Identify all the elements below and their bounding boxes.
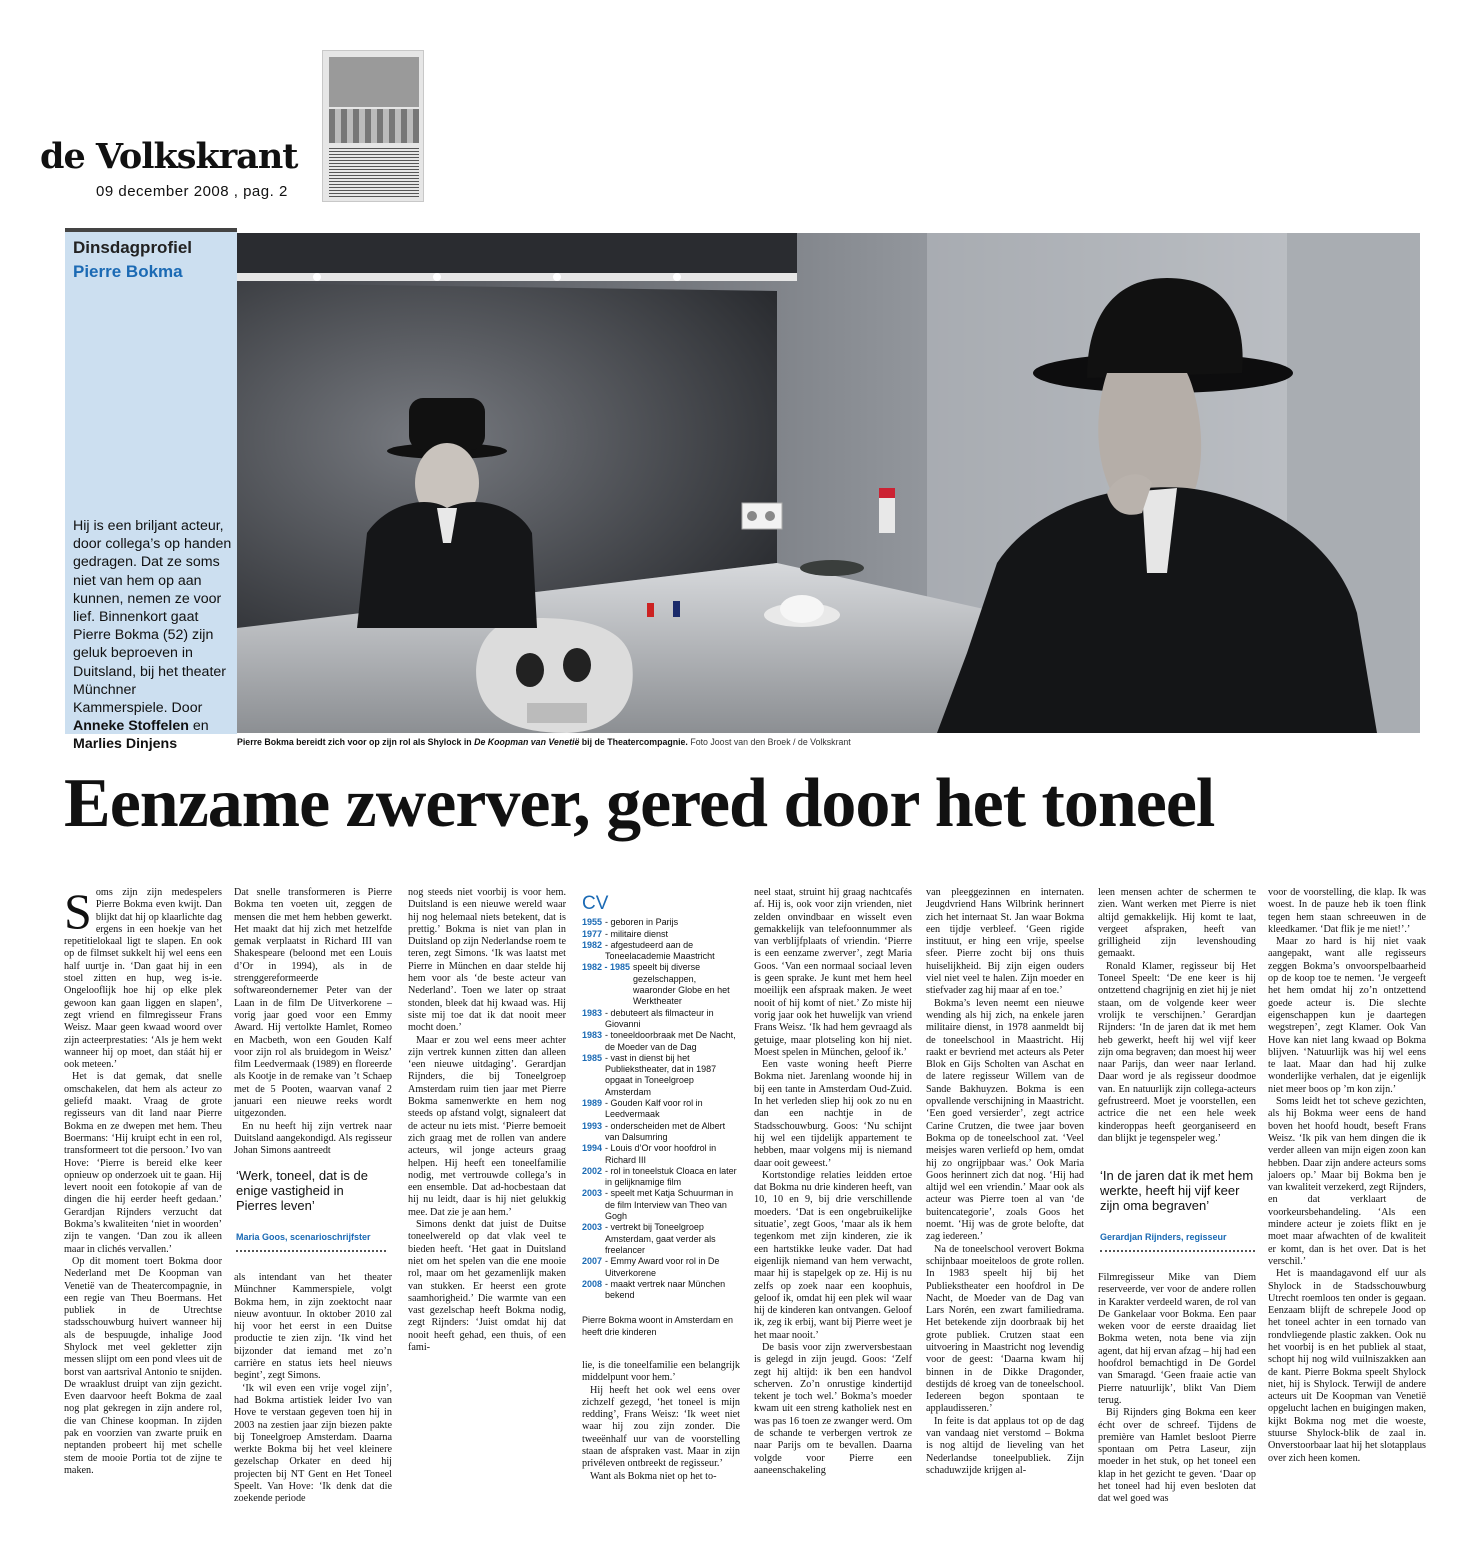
cv-text: - onderscheiden met de Albert van Dalsumring: [605, 1120, 726, 1142]
masthead-logo: de Volkskrant: [40, 136, 298, 177]
cv-text: - maakt vertrek naar München bekend: [605, 1278, 726, 1301]
pull-quote-1: ‘Werk, toneel, dat is de enige vastigheid in Pierres leven’: [236, 1168, 368, 1213]
cv-item: [582, 1166, 737, 1189]
thumbnail-photo: [329, 57, 419, 107]
cv-text: - debuteert als filmacteur in Giovanni: [605, 1007, 714, 1029]
paragraph: In feite is dat applaus tot op de dag van vandaag niet verstomd – Bokma is nog altijd de lieveling van het Nederlandse toneelpubliek. Zijn schaduwzijde krijgen al-: [926, 1415, 1084, 1476]
article-column-2: [234, 887, 392, 1158]
cv-item: [582, 929, 737, 940]
cv-text: - afgestudeerd aan de Toneelacademie Maastricht: [605, 939, 715, 962]
thumbnail-text: [329, 147, 419, 197]
cv-text: - rol in toneelstuk Cloaca en later in gelijknamige film: [605, 1165, 737, 1188]
paragraph: Maar er zou wel eens meer achter zijn vertrek kunnen zitten dan alleen ‘een nieuwe uitdaging’. Gerardjan Rijnders, die bij Toneelgroep Amsterdam ruim tien jaar met Pierre Bokma samenwerkte en hem nog steeds op afstand volgt, signaleert dat de acteur nu iets mist. ‘Pierre bemoeit zich graag met de rollen van andere acteurs, wil jonge acteurs graag helpen. Hij heeft een toneelfamilie nodig, met vertrouwde collega’s in een ensemble. Dat ad-hocbestaan dat hij nu leidt, daar is hij niet gelukkig mee. Dat zie je aan hem.’: [408, 1034, 566, 1218]
cv-year: 1989: [582, 1098, 603, 1109]
cv-text: - toneeldoorbraak met De Nacht, de Moeder van de Dag: [605, 1030, 736, 1052]
paragraph: Een vaste woning heeft Pierre Bokma niet. Jarenlang woonde hij in bij een tante in Amsterdam Oud-Zuid. In het verleden sliep hij ook zo nu en dan een nachtje in de Stadsschouwburg. Goos: ‘Nu schijnt hij wel een tijdelijk appartement te hebben, maar volgens mij is niemand daar ooit geweest.’: [754, 1059, 912, 1169]
paragraph: ‘Ik wil even een vrije vogel zijn’, had Bokma artistiek leider Ivo van Hove te verstaan gegeven toen hij in 2003 na zestien jaar zijn biezen pakte bij Toneelgroep Amsterdam. Daarna werkte Bokma bij het veel kleinere gezelschap Orkater en deed hij projecten bij NT Gent en Het Toneel Speelt. Van Hove: ‘Ik denk dat die zoekende periode: [234, 1382, 392, 1505]
pull-quote-1-source: Maria Goos, scenarioschrijfster: [236, 1232, 371, 1242]
cv-year: 1955: [582, 917, 603, 928]
cv-year: 1982: [582, 939, 603, 950]
paragraph: oms zijn zijn medespelers Pierre Bokma even kwijt. Dan blijkt dat hij op klaarlichte dag ergens in een hoekje van het repetitielokaal ligt te slapen. En ook op de filmset sukkelt hij wel eens een half uurtje in. ‘Dan gaat hij in een stoel zitten en hup, weg is-ie. Ongelooflijk hoe hij op elke plek gewoon kan gaan liggen en slapen’, zegt vriend en filmregisseur Frans Weisz. Maar geen kwaad woord over zijn acteerprestaties: ‘Als je hem wekt wanneer hij op moet, dan stáát hij er ook meteen.’: [64, 887, 222, 1071]
cv-item: [582, 917, 737, 928]
cv-text: - militaire dienst: [605, 928, 669, 939]
paragraph: Want als Bokma niet op het to-: [590, 1470, 717, 1482]
article-column-4: [582, 1360, 740, 1483]
cv-text: - Gouden Kalf voor rol in Leedvermaak: [605, 1098, 703, 1120]
cv-list: [582, 917, 737, 1301]
quote-divider: [1100, 1250, 1255, 1252]
article-column-2b: [234, 1272, 392, 1506]
cv-item: [582, 940, 737, 963]
paragraph: Het is dat gemak, dat snelle omschakelen, dat hem als acteur zo geliefd maakt. Vraag de grote regisseurs van dit land naar Pierre Bokma en ze dwepen met hem. Theu Boermans: ‘Hij kruipt echt in een rol, transformeert tot die persoon.’ Ivo van Hove: ‘Pierre is bereid elke keer opnieuw op onderzoek uit te gaan. Hij levert nooit een fotokopie af van de dingen die hij eerder heeft gedaan.’ Gerardjan Rijnders verzucht dat Bokma’s kwaliteiten ‘niet in woorden’ zijn te vangen. ‘Dan zou ik alleen maar in clichés vervallen.’: [64, 1071, 222, 1255]
paragraph: Na de toneelschool verovert Bokma schijnbaar moeiteloos de grote rollen. In 1983 speelt hij bij het Publiekstheater een hoofdrol in De Nacht, de Moeder van de Dag van Lars Norén, een zwart familiedrama. Het betekende zijn doorbraak bij het grote publiek. Crutzen staat een uitvoering in Maastricht nog levendig voor de geest: ‘Daarna kwam hij binnen in de Dikke Dragonder, destijds dé kroeg van de toneelschool. Iedereen begon spontaan te applaudisseren.’: [926, 1243, 1084, 1415]
cv-item: [582, 1053, 737, 1098]
photo-credit: Foto Joost van den Broek / de Volkskrant: [690, 737, 851, 747]
headline: Eenzame zwerver, gered door het toneel: [64, 765, 1215, 842]
photo-illustration: [237, 233, 1420, 733]
cv-text: speelt bij diverse gezelschappen, waaronder Globe en het Werktheater: [633, 962, 730, 1007]
cv-year: 2007: [582, 1256, 603, 1267]
cv-year: 1983: [582, 1030, 603, 1041]
caption-title: De Koopman van Venetië: [474, 737, 580, 747]
article-column-5: [754, 887, 912, 1477]
author-1: Anneke Stoffelen: [73, 718, 189, 735]
paragraph: Filmregisseur Mike van Diem reserveerde, ver voor de andere rollen in Karakter verdeeld waren, de rol van De Gankelaar voor Bokma. Een paar weken voor de eerste draaidag liet Bokma weten, nota bene via zijn agent, dat hij ervan afzag – hij had een hoofdrol bemachtigd in De Gordel van Smaragd. ‘Geen fraaie actie van Pierre natuurlijk’, blikt Van Diem terug.: [1098, 1272, 1256, 1406]
cv-year: 2003: [582, 1222, 603, 1233]
paragraph: Soms leidt het tot scheve gezichten, als hij Bokma weer eens de hand boven het hoofd houdt, beseft Frans Weisz. ‘Ik pik van hem dingen die ik verder alleen van mijn eigen zoon kan hebben. Daar zijn andere acteurs soms jaloers op.’ Maar bij Bokma ben je van kwaliteit verzekerd, zegt Rijnders, en dat verklaart de voorkeursbehandeling. ‘Als een mindere acteur je zoiets flikt en je moet maar afwachten of de kwaliteit er komt, dan is het over. Dat is het verschil.’: [1268, 1096, 1426, 1267]
cv-year: 1982 - 1985: [582, 962, 631, 973]
quote-divider: [236, 1250, 386, 1252]
intro-text: [73, 517, 233, 754]
caption-tail: bij de Theatercompagnie.: [579, 737, 688, 747]
cv-year: 2003: [582, 1188, 603, 1199]
paragraph: De basis voor zijn zwerversbestaan is gelegd in zijn jeugd. Goos: ‘Zelf zegt hij altijd: ik ben een handvol scherven. Zo’n onrustige kindertijd tekent je toch wel.’ Bokma’s moeder kwam uit een streng katholiek nest en was pas 16 toen ze zwanger werd. Om de schande te verbergen vertrok ze naar Parijs om te bevallen. Daarna volgde voor Pierre een aaneenschakeling: [754, 1341, 912, 1476]
cv-text: - vertrekt bij Toneelgroep Amsterdam, gaat verder als freelancer: [605, 1222, 716, 1255]
paragraph: voor de voorstelling, die klap. Ik was woest. In de pauze heb ik toen flink tegen hem staan schreeuwen in de kleedkamer. ‘Dat flik je me niet!’.’: [1268, 887, 1426, 935]
cv-year: 2002: [582, 1165, 603, 1176]
pull-quote-2-source: Gerardjan Rijnders, regisseur: [1100, 1232, 1227, 1242]
photo-caption: [237, 737, 1420, 747]
cv-year: 1977: [582, 928, 603, 939]
cv-item: [582, 1030, 737, 1053]
article-column-1: [64, 883, 222, 1477]
cv-item: [582, 1188, 737, 1222]
intro-body: Hij is een briljant acteur, door collega’s op handen gedragen. Dat ze soms niet van hem op aan kunnen, nemen ze voor lief. Binnenkort gaat Pierre Bokma (52) zijn geluk beproeven in Duitsland, bij het theater Münchner Kammerspiele. Door: [73, 518, 232, 717]
cv-item: [582, 1279, 737, 1302]
cv-item: [582, 1008, 737, 1031]
cv-item: [582, 1256, 737, 1279]
paragraph: Dat snelle transformeren is Pierre Bokma ten voeten uit, zeggen de mensen die met hem hebben gewerkt. Het maakt dat hij zich met hetzelfde gemak verplaatst in Richard III van Shakespeare (beloond met een Louis d’Or in 1994), als in de strenggereformeerde softwareondernemer Peter van der Laan in de film De Uitverkorene – vorig jaar goed voor een Emmy Award. Hij vertolkte Hamlet, Romeo en Macbeth, won een Gouden Kalf voor zijn rol als bruidegom in Weisz’ film Leedvermaak (1989) en floreerde als Kootje in de remake van ’t Schaep met de 5 Pooten, waarvan vanaf 2 januari een nieuwe reeks wordt uitgezonden.: [234, 887, 392, 1120]
paragraph: Hij heeft het ook wel eens over zichzelf gezegd, ‘het toneel is mijn redding’, Frans Weisz: ‘Ik weet niet waar hij zou zijn zonder. Die tweeënhalf uur van de voorstelling staan de afspraken vast. Maar in zijn privéleven ontbreekt de regisseur.’: [582, 1384, 740, 1470]
main-photo: [237, 233, 1420, 733]
drop-cap: S: [64, 883, 92, 939]
article-column-6: [926, 887, 1084, 1477]
paragraph: Simons denkt dat juist de Duitse toneelwereld op dat vlak veel te bieden heeft. ‘Het gaat in Duitsland niet om het spelen van die ene mooie rol, maar om het gezamenlijk maken van stukken. Er heerst een grote saamhorigheid.’ Die warmte van een vast gezelschap heeft Bokma nodig, zegt Rijnders: ‘Juist omdat hij dat nooit heeft gehad, een thuis, of een fami-: [408, 1219, 566, 1353]
cv-year: 1993: [582, 1120, 603, 1131]
cv-box: [582, 893, 737, 1338]
profile-sidebar: [65, 228, 237, 753]
cv-item: [582, 1098, 737, 1121]
page-thumbnail: [322, 50, 424, 202]
cv-text: - vast in dienst bij het Publiekstheater, dat in 1987 opgaat in Toneelgroep Amsterdam: [605, 1052, 717, 1097]
kicker: Dinsdagprofiel: [73, 238, 193, 257]
cv-item: [582, 962, 737, 1007]
cv-footer: Pierre Bokma woont in Amsterdam en heeft drie kinderen: [582, 1315, 734, 1337]
cv-text: - speelt met Katja Schuurman in de film Interview van Theo van Gogh: [605, 1188, 734, 1222]
author-and: en: [192, 718, 209, 735]
paragraph: Het is maandagavond elf uur als Shylock in de Stadsschouwburg Utrecht roemloos ten onder is gegaan. Eenzaam blijft de schrepele Jood op het toneel achter in een tornado van rondvliegende plastic zakken. Ook nu het voorbij is en het publiek al staat, schopt hij nog wild vuilniszakken aan de kant. Pierre Bokma speelt Shylock niet, hij is Shylock. Terwijl de andere acteurs uit De Koopman van Venetië opgelucht lachen en buigingen maken, kijkt Bokma nog met die woeste, stuurse Shylock-blik de zaal in. Onverstoorbaar laat hij het slotapplaus over zich heen komen.: [1268, 1268, 1426, 1464]
paragraph: Ronald Klamer, regisseur bij Het Toneel Speelt: ‘De ene keer is hij ontzettend chagrijnig en ziet hij je niet staan, om de volgende keer weer vrolijk te verschijnen.’ Gerardjan Rijnders: ‘In de jaren dat ik met hem heb gewerkt, heeft hij wel vijf keer zijn oma begraven; dan moest hij weer naar Parijs, dan weer naar Ierland. Daar word je als regisseur doodmoe van. En natuurlijk zijn collega-acteurs gefrustreerd. Moet je voorstellen, een actrice die net een hele week kinderoppas heeft georganiseerd en dan blijkt je tegenspeler weg.’: [1098, 960, 1256, 1144]
paragraph: nog steeds niet voorbij is voor hem. Duitsland is een nieuwe wereld waar hij nog helemaal niets betekent, dat is prettig.’ Bokma is niet van plan in Duitsland op zijn Nederlandse roem te teren, zegt Simons. ‘Ik was laatst met Pierre in München en daar stelde hij hem voor als ‘de beste acteur van Nederland’. Toen we later op straat stonden, bleek dat hij kwaad was. Hij siste mij toe dat ik dat nooit meer mocht doen.’: [408, 887, 566, 1034]
paragraph: Kortstondige relaties leidden ertoe dat Bokma nu drie kinderen heeft, van 10, 10 en 9, bij drie verschillende moeders. ‘Dat is een ongebruikelijke situatie’, zegt Goos, ‘maar als ik hem tegenkom met zijn kinderen, zie ik een hartstikke leuke vader. Dat had eigenlijk niemand van hem verwacht, maar hij is stapelgek op ze. Hij is nu zelfs op zoek naar een koophuis, geloof ik, omdat hij een plek wil waar hij de kinderen kan ontvangen. Geloof ik, zeg ik erbij, want bij Pierre weet je het maar nooit.’: [754, 1169, 912, 1341]
paragraph: Bokma’s leven neemt een nieuwe wending als hij zich, na enkele jaren militaire dienst, in 1978 aanmeldt bij de toneelschool in Maastricht. Hij raakt er bevriend met acteurs als Peter Blok en Gijs Scholten van Aschat en de latere regisseur Willem van de Sande Bakhuyzen. Bokma is een opvallende verschijning in Maastricht. ‘Een goed versierder’, zegt actrice Carine Crutzen, die twee jaar boven Bokma op de toneelschool zat. ‘Veel meisjes waren verliefd op hem, omdat hij zo ongrijpbaar was.’ Ook Maria Goos herinnert zich dat nog. ‘Hij had altijd wel een vriendin.’ Maar ook als acteur was Pierre toen al van ‘de buitencategorie’, zoals Goos het noemt. ‘Hij was de grote belofte, dat zag iedereen.’: [926, 997, 1084, 1243]
article-column-7: [1098, 887, 1256, 1145]
paragraph: leen mensen achter de schermen te zien. Want werken met Pierre is niet altijd gemakkelijk. Hij komt te laat, vergeet afspraken, heeft van grilligheid zijn levenshouding gemaakt.: [1098, 887, 1256, 960]
cv-year: 1985: [582, 1052, 603, 1063]
cv-year: 2008: [582, 1278, 603, 1289]
article-column-3: [408, 887, 566, 1354]
cv-title: CV: [582, 893, 609, 914]
cv-item: [582, 1143, 737, 1166]
cv-text: - Louis d’Or voor hoofdrol in Richard III: [605, 1143, 717, 1165]
cv-year: 1983: [582, 1007, 603, 1018]
paragraph: als intendant van het theater Münchner Kammerspiele, volgt Bokma hem, in zijn zoektocht naar nieuw avontuur. In oktober 2010 zal hij voor het eerst in een Duitse productie te zien zijn. ‘Ik vind het bijzonder dat iemand met zo’n carrière en status iets heel nieuws begint’, zegt Simons.: [234, 1272, 392, 1382]
paragraph: Maar zo hard is hij niet vaak aangepakt, want alle regisseurs zeggen Bokma’s onvoorspelbaarheid op de koop toe te nemen. ‘Je vergeeft het hem omdat hij zo’n ontzettend goede acteur is. Die slechte eigenschappen kun je daartegen wegstrepen’, zegt Klamer. Ook Van Hove kan niet lang kwaad op Bokma blijven. ‘Natuurlijk was hij wel eens te laat. Maar dan had hij zulke wonderlijke verhalen, dat je eigenlijk niet meer boos op ’m kon zijn.’: [1268, 936, 1426, 1095]
paragraph: lie, is die toneelfamilie een belangrijk middelpunt voor hem.’: [582, 1360, 740, 1384]
author-2: Marlies Dinjens: [73, 736, 178, 753]
article-column-7b: [1098, 1272, 1256, 1506]
cv-item: [582, 1222, 737, 1256]
paragraph: neel staat, struint hij graag nachtcafés af. Hij is, ook voor zijn vrienden, niet zelden onvindbaar en wisselt even gemakkelijk van telefoonnummer als van verblijfplaats of vriendin. ‘Pierre is een eenzame zwerver’, zegt Maria Goos. ‘Van een normaal sociaal leven is geen sprake. Je kunt met hem heel moeilijk een afspraak maken. Je weet nooit of hij komt of niet.’ Zo miste hij vorig jaar ook het huwelijk van vriend Frans Weisz. ‘Ik had hem gevraagd als getuige, maar plotseling kon hij niet. Moest spelen in München, geloof ik.’: [754, 887, 912, 1058]
paragraph: Bij Rijnders ging Bokma een keer écht over de schreef. Tijdens de première van Hamlet besloot Pierre spontaan om Petra Laseur, zijn moeder in het stuk, op het toneel een klap in het gezicht te geven. ‘Daar op het toneel had hij even besloten dat dat wel goed was: [1098, 1407, 1256, 1505]
cv-text: - geboren in Parijs: [605, 917, 679, 928]
paragraph: En nu heeft hij zijn vertrek naar Duitsland aangekondigd. Als regisseur Johan Simons aantreedt: [234, 1120, 392, 1157]
cv-text: - Emmy Award voor rol in De Uitverkorene: [605, 1256, 720, 1278]
article-column-8: [1268, 887, 1426, 1465]
pull-quote-2: ‘In de jaren dat ik met hem werkte, heeft hij vijf keer zijn oma begraven’: [1100, 1168, 1254, 1213]
cv-year: 1994: [582, 1143, 603, 1154]
thumbnail-photo-strip: [329, 109, 419, 143]
kicker-name: Pierre Bokma: [73, 262, 183, 281]
cv-item: [582, 1121, 737, 1144]
paragraph: Op dit moment toert Bokma door Nederland met De Koopman van Venetië van de Theatercompagnie, in een regie van Theu Boermans. Het publiek in de Utrechtse stadsschouwburg huivert wanneer hij als de bespuugde, inhalige Jood Shylock met veel gekletter zijn messen slijpt om een pond vlees uit de borst van aartsrival Antonio te snijden. De wraaklust druipt van zijn gezicht. Even daarvoor heeft Bokma de zaal nog plat gekregen in zijn andere rol, die van Chinese koopman. In zijden pak en voorzien van zwarte pruik en neptanden probeert hij met schelle stem de mooie Portia tot de zijne te maken.: [64, 1255, 222, 1476]
dateline: 09 december 2008 , pag. 2: [96, 183, 288, 200]
caption-lead: Pierre Bokma bereidt zich voor op zijn rol als Shylock in: [237, 737, 475, 747]
paragraph: van pleeggezinnen en internaten. Jeugdvriend Hans Wilbrink herinnert zich het internaat St. Jan waar Bokma een tijdje verbleef. ‘Geen rigide instituut, er hing een vrije, speelse sfeer. Pierre zocht bij ons thuis huiselijkheid. Bij zijn eigen ouders viel niet veel te halen. Zijn moeder en stiefvader zag hij maar af en toe.’: [926, 887, 1084, 997]
